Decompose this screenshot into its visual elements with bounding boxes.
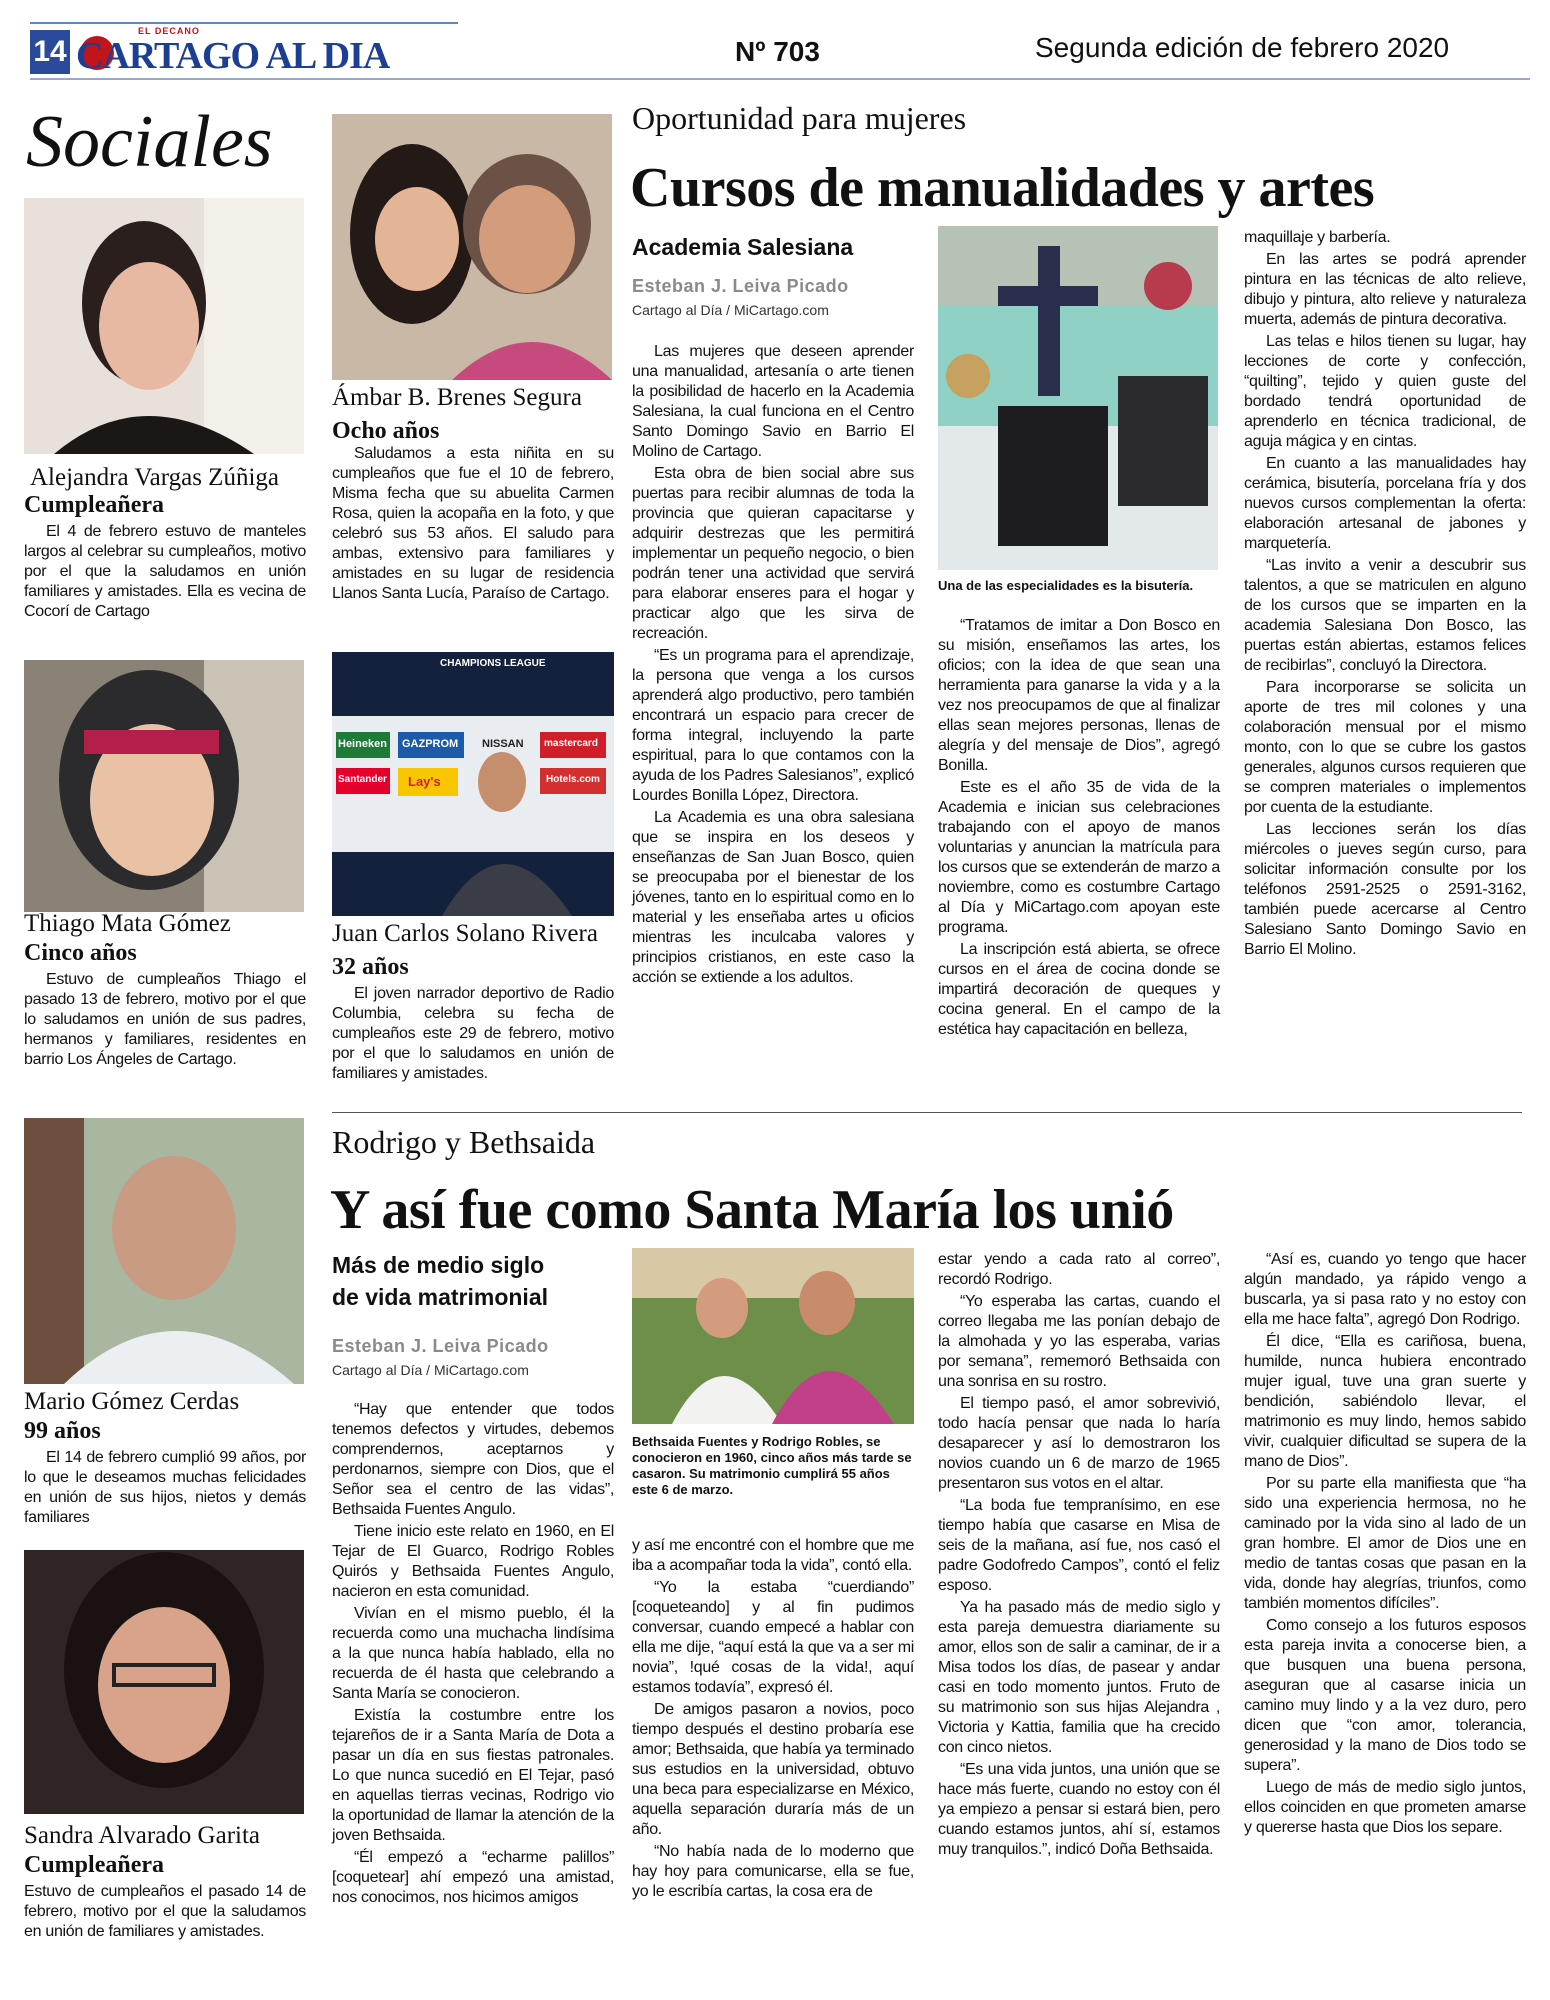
article2-headline: Y así fue como Santa María los unió bbox=[330, 1179, 1174, 1241]
sponsor-logo: GAZPROM bbox=[402, 738, 459, 750]
social-paragraph: Saludamos a esta niñita en su cumpleaños que fue el 10 de febrero, Misma fecha que su abuelita Carmen Rosa, quien la acopaña en la foto, y que celebró sus 53 años. El saludo para ambas, extensivo para familiares y amistades en su lugar de residencia Llanos Santa Lucía, Paraíso de Cartago. bbox=[332, 445, 614, 602]
article2-column-2 bbox=[632, 1536, 914, 1904]
sponsor-logo: CHAMPIONS LEAGUE bbox=[440, 658, 546, 669]
social-name: Mario Gómez Cerdas bbox=[24, 1388, 240, 1415]
social-subhead: 32 años bbox=[332, 954, 409, 980]
social-paragraph: El 4 de febrero estuvo de manteles largos al celebrar su cumpleaños, motivo por el que la saludamos en unión familiares y amistades. Ella es vecina de Cocorí de Cartago bbox=[24, 523, 306, 620]
article-paragraph: “Las invito a venir a descubrir sus talentos, a que se matriculen en alguno de los cursos que se imparten en la academia Salesiana Don Bosco, las puertas están abiertas, estamos felices de recibirlas”, concluyó la Directora. bbox=[1244, 557, 1526, 674]
article2-caption: Bethsaida Fuentes y Rodrigo Robles, se conocieron en 1960, cinco años más tarde se casaron. Su matrimonio cumplirá 55 años este 6 de marzo. bbox=[632, 1434, 912, 1497]
article-paragraph: Existía la costumbre entre los tejareños de ir a Santa María de Dota a pasar un día en sus fiestas patronales. Lo que nunca sucedió en El Tejar, pasó en aquellas tierras vecinas, Rodrigo vio la oportunidad de llamar la atención de la joven Bethsaida. bbox=[332, 1707, 614, 1844]
logo-text: CARTAGO AL DIA bbox=[76, 35, 390, 77]
article-paragraph: estar yendo a cada rato al correo”, recordó Rodrigo. bbox=[938, 1251, 1220, 1288]
article1-byline: Esteban J. Leiva Picado bbox=[632, 276, 849, 296]
article2-column-3 bbox=[938, 1250, 1220, 1862]
social-subhead: Cumpleañera bbox=[24, 492, 164, 518]
section-title: Sociales bbox=[26, 101, 273, 183]
article-paragraph: maquillaje y barbería. bbox=[1244, 229, 1391, 246]
social-text bbox=[24, 1882, 306, 1944]
photo-ambar bbox=[332, 114, 612, 380]
sponsor-logo: mastercard bbox=[544, 738, 598, 749]
article-paragraph: Ya ha pasado más de medio siglo y esta pareja demuestra diariamente su amor, ellos son de salir a caminar, de ir a Misa todos los días, de pasear y andar casi en todo momento juntos. Fruto de su matrimonio son sus hijas Alejandra , Victoria y Kattia, familia que ha crecido con cinco nietos. bbox=[938, 1599, 1220, 1756]
article2-kicker: Rodrigo y Bethsaida bbox=[332, 1124, 596, 1160]
social-subhead: Cinco años bbox=[24, 940, 137, 966]
sponsor-logo: Heineken bbox=[338, 738, 387, 750]
article-paragraph: “Él empezó a “echarme palillos” [coquetear] ahí empezó una amistad, nos conocimos, nos hicimos amigos bbox=[332, 1849, 614, 1906]
social-name: Juan Carlos Solano Rivera bbox=[332, 920, 598, 947]
photo-alejandra bbox=[24, 198, 304, 454]
social-paragraph: El 14 de febrero cumplió 99 años, por lo que le deseamos muchas felicidades en unión de sus hijos, nietos y demás familiares bbox=[24, 1449, 306, 1526]
article1-source: Cartago al Día / MiCartago.com bbox=[632, 302, 829, 318]
article-paragraph: “No había nada de lo moderno que hay hoy para comunicarse, ella se fue, yo le escribía cartas, la cosa era de bbox=[632, 1843, 914, 1900]
article-paragraph: Las mujeres que deseen aprender una manualidad, artesanía o arte tienen la posibilidad de hacerlo en la Academia Salesiana, la cual funciona en el Centro Santo Domingo Savio en Barrio El Molino de Cartago. bbox=[632, 343, 914, 460]
article-paragraph: Las lecciones serán los días miércoles o jueves según curso, para solicitar información consulte por los teléfonos 2591-2525 o 2591-3162, también puede acercarse al Centro Salesiano Santo Domingo Savio en Barrio El Molino. bbox=[1244, 821, 1526, 958]
social-subhead: 99 años bbox=[24, 1418, 101, 1444]
article-paragraph: Las telas e hilos tienen su lugar, hay lecciones de corte y confección, “quilting”, tejido y quien guste del bordado tendrá oportunidad de aprenderlo en técnica tradicional, de aguja mágica y en cintas. bbox=[1244, 333, 1526, 450]
social-name: Ámbar B. Brenes Segura bbox=[332, 384, 582, 411]
article1-headline: Cursos de manualidades y artes bbox=[630, 157, 1375, 219]
social-name: Alejandra Vargas Zúñiga bbox=[30, 464, 279, 491]
photo-juan-carlos bbox=[332, 652, 614, 916]
article1-column-2 bbox=[938, 616, 1220, 1042]
article-paragraph: Este es el año 35 de vida de la Academia e inician sus celebraciones trabajando con el apoyo de manos voluntarias y anuncian la matrícula para los cursos que se extenderán de marzo a noviembre, como es costumbre Cartago al Día y MiCartago.com apoyan este programa. bbox=[938, 779, 1220, 936]
masthead-bottom-rule bbox=[30, 78, 1530, 80]
article1-caption: Una de las especialidades es la bisutería. bbox=[938, 578, 1194, 593]
photo-sandra bbox=[24, 1550, 304, 1814]
social-subhead: Cumpleañera bbox=[24, 1852, 164, 1878]
photo-bisuteria bbox=[938, 226, 1218, 570]
article-paragraph: Como consejo a los futuros esposos esta pareja invita a conocerse bien, a que busquen una buena persona, aseguran que al casarse inicia un camino muy lindo y a la vez duro, pero dicen que “con amor, tolerancia, generosidad y la mano de Dios todo se supera”. bbox=[1244, 1617, 1526, 1774]
photo-mario bbox=[24, 1118, 304, 1384]
masthead-top-rule bbox=[30, 22, 458, 24]
article-paragraph: Tiene inicio este relato en 1960, en El Tejar de El Guarco, Rodrigo Robles Quirós y Bethsaida Fuentes Angulo, nacieron en esta comunidad. bbox=[332, 1523, 614, 1600]
article2-column-1 bbox=[332, 1400, 614, 1910]
article-paragraph: “Yo esperaba las cartas, cuando el correo llegaba me las ponían debajo de la almohada y yo las esperaba, varias por semana”, rememoró Bethsaida con una sonrisa en su rostro. bbox=[938, 1293, 1220, 1390]
sponsor-logo: Hotels.com bbox=[546, 774, 600, 785]
newspaper-logo[interactable] bbox=[76, 26, 390, 78]
sponsor-logo: Santander bbox=[338, 774, 387, 785]
article-paragraph: La Academia es una obra salesiana que se inspira en los deseos y enseñanzas de San Juan Bosco, quien se preocupaba por el bienestar de los jóvenes, tanto en lo espiritual como en lo material y les enseñaba artes u oficios mientras les inculcaba valores y principios cristianos, en este caso la acción se extiende a los adultos. bbox=[632, 809, 914, 986]
article-paragraph: La inscripción está abierta, se ofrece cursos en el área de cocina donde se impartirá decoración de queques y cocina general. En el campo de la estética hay capacitación en belleza, bbox=[938, 941, 1220, 1038]
article-paragraph: Vivían en el mismo pueblo, él la recuerda como una muchacha lindísima a la que nunca había hablado, ella no recuerda de él hasta que celebrando a Santa María se conocieron. bbox=[332, 1605, 614, 1702]
article-paragraph: En las artes se podrá aprender pintura en las técnicas de alto relieve, dibujo y pintura, alto relieve y naturaleza muerta, además de pintura decorativa. bbox=[1244, 251, 1526, 328]
article2-byline: Esteban J. Leiva Picado bbox=[332, 1336, 549, 1356]
article-paragraph: Para incorporarse se solicita un aporte de tres mil colones y una colaboración mensual por el mismo monto, con lo que se cubre los gastos generales, algunos cursos requieren que se compren materiales o implementos por cuenta de la estudiante. bbox=[1244, 679, 1526, 816]
article2-deck-line2: de vida matrimonial bbox=[332, 1284, 549, 1310]
issue-number: Nº 703 bbox=[735, 36, 820, 67]
article-paragraph: De amigos pasaron a novios, poco tiempo después el destino probaría ese amor; Bethsaida, que había ya terminado sus estudios en la universidad, obtuvo una beca para especializarse en México, aquella separación duraría más de un año. bbox=[632, 1701, 914, 1838]
article-paragraph: Esta obra de bien social abre sus puertas para recibir alumnas de toda la provincia que quieran capacitarse y adquirir destrezas que les permitirá implementar un pequeño negocio, o bien podrán tener una actividad que servirá para elaborar enseres para el hogar y practicar algo que les sirva de recreación. bbox=[632, 465, 914, 642]
page-number: 14 bbox=[30, 30, 70, 74]
article2-source: Cartago al Día / MiCartago.com bbox=[332, 1362, 529, 1378]
edition-label: Segunda edición de febrero 2020 bbox=[1035, 32, 1450, 63]
social-text bbox=[24, 1448, 306, 1530]
article-paragraph: “Hay que entender que todos tenemos defectos y virtudes, debemos comprendernos, aceptarnos y perdonarnos, siempre con Dios, que el Señor sea el centro de las vidas”, Bethsaida Fuentes Angulo. bbox=[332, 1401, 614, 1518]
article1-deck: Academia Salesiana bbox=[632, 234, 854, 260]
article-paragraph: En cuanto a las manualidades hay cerámica, bisutería, porcelana fría y dos nuevos cursos complementan la oferta: elaboración artesanal de jabones y marquetería. bbox=[1244, 455, 1526, 552]
logo-tagline: EL DECANO bbox=[138, 26, 200, 36]
article1-column-3 bbox=[1244, 228, 1526, 962]
social-paragraph: Estuvo de cumpleaños el pasado 14 de febrero, motivo por el que la saludamos en unión de familiares y amistades. bbox=[24, 1883, 306, 1940]
social-paragraph: El joven narrador deportivo de Radio Columbia, celebra su fecha de cumpleaños este 29 de febrero, motivo por el que lo saludamos en unión de familiares y amistades. bbox=[332, 985, 614, 1082]
social-text bbox=[24, 522, 306, 624]
article2-column-4 bbox=[1244, 1250, 1526, 1840]
article-paragraph: Él dice, “Ella es cariñosa, buena, humilde, nunca hubiera encontrado mujer igual, tuve una gran suerte y bendición, sabiéndolo llevar, el matrimonio es muy lindo, hemos sabido vivir, cualquier dificultad se supera de la mano de Dios”. bbox=[1244, 1333, 1526, 1470]
social-subhead: Ocho años bbox=[332, 418, 440, 444]
sponsor-logo: NISSAN bbox=[482, 738, 524, 750]
section-divider bbox=[332, 1112, 1522, 1113]
social-name: Sandra Alvarado Garita bbox=[24, 1822, 261, 1849]
article-paragraph: Luego de más de medio siglo juntos, ellos coinciden en que prometen amarse y quererse hasta que Dios los separe. bbox=[1244, 1779, 1526, 1836]
social-text bbox=[332, 984, 614, 1086]
article-paragraph: “Tratamos de imitar a Don Bosco en su misión, enseñamos las artes, los oficios; con la idea de que sean una herramienta para ganarse la vida y a la vez nos preocupamos de que al finalizar ellas sean mejores personas, llenas de alegría y del mensaje de Dios”, agregó Bonilla. bbox=[938, 617, 1220, 774]
article-paragraph: “Es un programa para el aprendizaje, la persona que venga a los cursos aprenderá algo productivo, pero también encontrará un espacio para crecer de forma integral, incluyendo la parte espiritual, para lo que contamos con la ayuda de los Padres Salesianos”, explicó Lourdes Bonilla López, Directora. bbox=[632, 647, 914, 804]
photo-thiago bbox=[24, 660, 304, 912]
social-text bbox=[24, 970, 306, 1072]
article-paragraph: El tiempo pasó, el amor sobrevivió, todo hacía pensar que nada lo haría desaparecer y así lo demostraron los novios cuando un 6 de marzo de 1965 presentaron sus votos en el altar. bbox=[938, 1395, 1220, 1492]
article1-column-1 bbox=[632, 342, 914, 990]
article-paragraph: “La boda fue tempranísimo, en ese tiempo había que casarse en Misa de seis de la mañana, así fue, nos casó el padre Godofredo Campos”, contó el feliz esposo. bbox=[938, 1497, 1220, 1594]
article-paragraph: “Así es, cuando yo tengo que hacer algún mandado, ya rápido vengo a buscarla, ya si pasa rato y no estoy con ella me hace falta”, agregó Don Rodrigo. bbox=[1244, 1251, 1526, 1328]
article-paragraph: “Es una vida juntos, una unión que se hace más fuerte, cuando no estoy con él ya empiezo a pensar si estará bien, pero cuando estamos juntos, ahí sí, estamos muy tranquilos.”, indicó Doña Bethsaida. bbox=[938, 1761, 1220, 1858]
article1-kicker: Oportunidad para mujeres bbox=[632, 100, 967, 136]
article2-deck-line1: Más de medio siglo bbox=[332, 1252, 545, 1278]
sponsor-logo: Lay's bbox=[408, 774, 441, 789]
social-text bbox=[332, 444, 614, 606]
article-paragraph: y así me encontré con el hombre que me iba a acompañar toda la vida”, contó ella. bbox=[632, 1537, 914, 1574]
photo-couple bbox=[632, 1248, 914, 1424]
social-name: Thiago Mata Gómez bbox=[24, 910, 231, 937]
article-paragraph: Por su parte ella manifiesta que “ha sido una experiencia hermosa, no he caminado por la vida sino al lado de un gran hombre. El amor de Dios une en medio de tantas cosas que pasan en la vida, donde hay alegrías, triunfos, como también momentos difíciles”. bbox=[1244, 1475, 1526, 1612]
article-paragraph: “Yo la estaba “cuerdiando” [coqueteando] y al fin pudimos conversar, cuando empecé a hablar con ella me dije, “aquí está la que va a ser mi novia”, !qué cosas de la vida!, aquí estamos todavía”, expresó él. bbox=[632, 1579, 914, 1696]
social-paragraph: Estuvo de cumpleaños Thiago el pasado 13 de febrero, motivo por el que lo saludamos en unión de sus padres, hermanos y familiares, residentes en barrio Los Ángeles de Cartago. bbox=[24, 971, 306, 1068]
